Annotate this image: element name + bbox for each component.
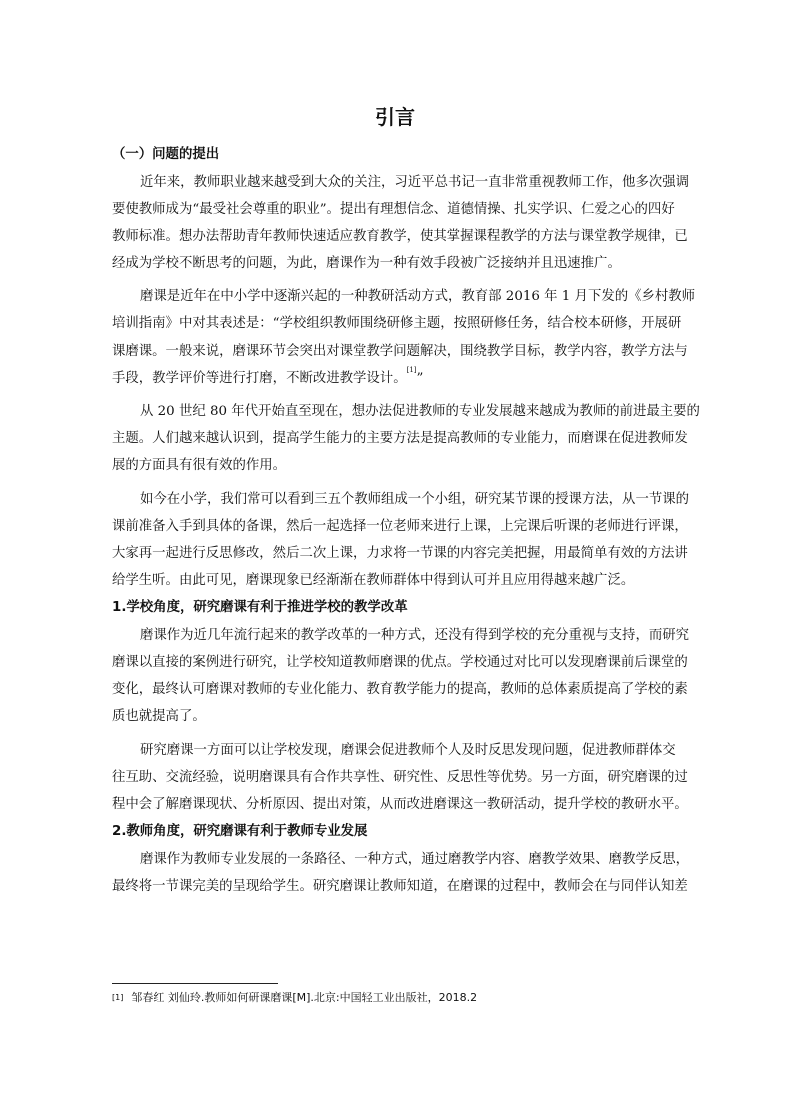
text-line: 如今在小学，我们常可以看到三五个教师组成一个小组，研究某节课的授课方法，从一节课的 <box>140 491 690 507</box>
text-line: 主题。人们越来越认识到，提高学生能力的主要方法是提高教师的专业能力，而磨课在促进教师发 <box>112 431 688 447</box>
paragraph <box>112 169 712 278</box>
footnote <box>112 989 712 1007</box>
footnote-divider <box>112 983 278 984</box>
section-heading-school: 1.学校角度，研究磨课有利于推进学校的教学改革 <box>112 600 408 616</box>
text-line: 课前准备入手到具体的备课，然后一起选择一位老师来进行上课，上完课后听课的老师进行评课， <box>112 518 688 534</box>
text-line: 展的方面具有很有效的作用。 <box>112 458 287 474</box>
text-line: 要使教师成为“最受社会尊重的职业”。提出有理想信念、道德情操、扎实学识、仁爱之心的四好 <box>112 201 675 217</box>
text-line: 教师标准。想办法帮助青年教师快速适应教育教学，使其掌握课程教学的方法与课堂教学规律，已 <box>112 228 688 244</box>
text-line: 培训指南》中对其表述是：“学校组织教师围绕研修主题，按照研修任务，结合校本研修，开展研 <box>112 316 682 332</box>
text-line: 磨课作为教师专业发展的一条路径、一种方式，通过磨教学内容、磨教学效果、磨教学反思， <box>140 851 690 867</box>
text-line: 磨课是近年在中小学中逐渐兴起的一种教研活动方式，教育部 2016 年 1 月下发的《乡村教师 <box>140 289 696 305</box>
text-line: 最终将一节课完美的呈现给学生。研究磨课让教师知道，在磨课的过程中，教师会在与同伴认知差 <box>112 878 688 894</box>
text-line: 变化，最终认可磨课对教师的专业化能力、教育教学能力的提高，教师的总体素质提高了学校的素 <box>112 682 688 698</box>
text-line: 磨课以直接的案例进行研究，让学校知道教师磨课的优点。学校通过对比可以发现磨课前后课堂的 <box>112 655 688 670</box>
text-line: 给学生听。由此可见，磨课现象已经渐渐在教师群体中得到认可并且应用得越来越广泛。 <box>112 573 635 589</box>
text-line: 从 20 世纪 80 年代开始直至现在，想办法促进教师的专业发展越来越成为教师的前进最主要的 <box>140 404 700 419</box>
paragraph <box>112 737 712 819</box>
paragraph <box>112 486 712 595</box>
text-line: 大家再一起进行反思修改，然后二次上课，力求将一节课的内容完美把握，用最简单有效的方法讲 <box>112 545 688 561</box>
paragraph <box>112 846 712 900</box>
text-line <box>112 365 712 392</box>
text-line: 磨课作为近几年流行起来的教学改革的一种方式，还没有得到学校的充分重视与支持，而研究 <box>140 627 690 643</box>
section-heading-teacher: 2.教师角度，研究磨课有利于教师专业发展 <box>112 824 368 840</box>
citation-mark[interactable]: [1] <box>406 365 417 374</box>
text-line: 研究磨课一方面可以让学校发现，磨课会促进教师个人及时反思发现问题，促进教师群体交 <box>140 742 676 758</box>
paragraph <box>112 622 712 731</box>
text-line: 程中会了解磨课现状、分析原因、提出对策，从而改进磨课这一教研活动，提升学校的教研水平。 <box>112 796 688 812</box>
text-line: 质也就提高了。 <box>112 709 206 725</box>
footnote-mark: [1] <box>112 993 124 1002</box>
footnote-text: 邹春红 刘仙玲.教师如何研课磨课[M].北京:中国轻工业出版社，2018.2 <box>131 991 478 1004</box>
section-heading-problem: （一）问题的提出 <box>112 147 220 162</box>
text-line: 近年来，教师职业越来越受到大众的关注，习近平总书记一直非常重视教师工作，他多次强调 <box>140 174 690 190</box>
closing-quote: ” <box>416 370 424 386</box>
text-fragment: 手段，教学评价等进行打磨，不断改进教学设计。 <box>112 370 407 386</box>
page-title: 引言 <box>375 105 415 129</box>
text-line: 往互助、交流经验，说明磨课具有合作共享性、研究性、反思性等优势。另一方面，研究磨课的过 <box>112 769 688 785</box>
paragraph <box>112 398 712 480</box>
text-line: 课磨课。一般来说，磨课环节会突出对课堂教学问题解决，围绕教学目标，教学内容，教学方法与 <box>112 343 688 359</box>
body-content <box>112 141 712 900</box>
paragraph <box>112 283 712 392</box>
text-line: 经成为学校不断思考的问题，为此，磨课作为一种有效手段被广泛接纳并且迅速推广。 <box>112 256 621 272</box>
